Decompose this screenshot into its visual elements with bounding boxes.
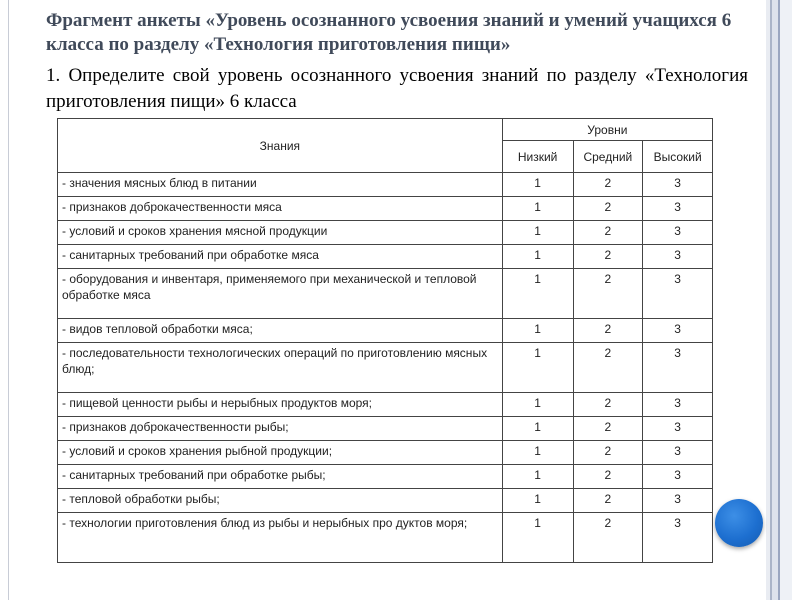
medium-level-cell[interactable]: 2 [573, 465, 643, 489]
knowledge-item-cell: - технологии приготовления блюд из рыбы и нерыбных про дуктов моря; [58, 513, 503, 563]
knowledge-item-cell: - санитарных требований при обработке рыбы; [58, 465, 503, 489]
table-row [58, 489, 713, 513]
high-level-cell[interactable]: 3 [643, 269, 713, 319]
low-level-cell[interactable]: 1 [502, 221, 573, 245]
high-level-cell[interactable]: 3 [643, 197, 713, 221]
low-level-cell[interactable]: 1 [502, 343, 573, 393]
knowledge-item-cell: - признаков доброкачественности рыбы; [58, 417, 503, 441]
knowledge-item-cell: - видов тепловой обработки мяса; [58, 319, 503, 343]
medium-level-cell[interactable]: 2 [573, 245, 643, 269]
knowledge-item-cell: - последовательности технологических операций по приготовлению мясных блюд; [58, 343, 503, 393]
high-level-cell[interactable]: 3 [643, 489, 713, 513]
knowledge-item-cell: - санитарных требований при обработке мяса [58, 245, 503, 269]
medium-level-cell[interactable]: 2 [573, 441, 643, 465]
knowledge-item-cell: - признаков доброкачественности мяса [58, 197, 503, 221]
low-level-cell[interactable]: 1 [502, 197, 573, 221]
low-level-cell[interactable]: 1 [502, 489, 573, 513]
table-row [58, 221, 713, 245]
high-level-cell[interactable]: 3 [643, 393, 713, 417]
high-level-cell[interactable]: 3 [643, 221, 713, 245]
table-row [58, 393, 713, 417]
high-level-cell[interactable]: 3 [643, 513, 713, 563]
knowledge-item-cell: - условий и сроков хранения рыбной продукции; [58, 441, 503, 465]
low-level-cell[interactable]: 1 [502, 393, 573, 417]
knowledge-item-cell: - пищевой ценности рыбы и нерыбных продуктов моря; [58, 393, 503, 417]
table-row [58, 417, 713, 441]
medium-level-cell[interactable]: 2 [573, 489, 643, 513]
slide-title: Фрагмент анкеты «Уровень осознанного усвоения знаний и умений учащихся 6 класса по разделу «Технология приготовления пищи» [46, 10, 732, 55]
high-level-cell[interactable]: 3 [643, 465, 713, 489]
high-level-cell[interactable]: 3 [643, 319, 713, 343]
table-row [58, 343, 713, 393]
table-row [58, 173, 713, 197]
low-level-header: Низкий [502, 141, 573, 173]
low-level-cell[interactable]: 1 [502, 441, 573, 465]
low-level-cell[interactable]: 1 [502, 513, 573, 563]
survey-body [58, 173, 713, 563]
table-row [58, 441, 713, 465]
knowledge-item-cell: - оборудования и инвентаря, применяемого при механической и тепловой обработке мяса [58, 269, 503, 319]
survey-table [57, 118, 713, 563]
low-level-cell[interactable]: 1 [502, 417, 573, 441]
medium-level-header: Средний [573, 141, 643, 173]
medium-level-cell[interactable]: 2 [573, 343, 643, 393]
medium-level-cell[interactable]: 2 [573, 197, 643, 221]
table-row [58, 245, 713, 269]
low-level-cell[interactable]: 1 [502, 269, 573, 319]
table-row [58, 465, 713, 489]
low-level-cell[interactable]: 1 [502, 465, 573, 489]
medium-level-cell[interactable]: 2 [573, 269, 643, 319]
medium-level-cell[interactable]: 2 [573, 417, 643, 441]
table-row [58, 269, 713, 319]
high-level-header: Высокий [643, 141, 713, 173]
high-level-cell[interactable]: 3 [643, 441, 713, 465]
high-level-cell[interactable]: 3 [643, 417, 713, 441]
low-level-cell[interactable]: 1 [502, 319, 573, 343]
question-text: 1. Определите свой уровень осознанного усвоения знаний по разделу «Технология приготовления пищи» 6 класса [46, 65, 748, 112]
medium-level-cell[interactable]: 2 [573, 393, 643, 417]
low-level-cell[interactable]: 1 [502, 245, 573, 269]
high-level-cell[interactable]: 3 [643, 245, 713, 269]
navigation-circle-button[interactable] [715, 499, 763, 547]
knowledge-item-cell: - тепловой обработки рыбы; [58, 489, 503, 513]
high-level-cell[interactable]: 3 [643, 343, 713, 393]
knowledge-item-cell: - значения мясных блюд в питании [58, 173, 503, 197]
medium-level-cell[interactable]: 2 [573, 173, 643, 197]
table-row [58, 197, 713, 221]
medium-level-cell[interactable]: 2 [573, 513, 643, 563]
levels-header: Уровни [502, 119, 712, 141]
high-level-cell[interactable]: 3 [643, 173, 713, 197]
knowledge-header: Знания [58, 119, 503, 173]
medium-level-cell[interactable]: 2 [573, 221, 643, 245]
table-row [58, 513, 713, 563]
medium-level-cell[interactable]: 2 [573, 319, 643, 343]
knowledge-item-cell: - условий и сроков хранения мясной продукции [58, 221, 503, 245]
table-row [58, 319, 713, 343]
decorative-side-strip [766, 0, 792, 600]
low-level-cell[interactable]: 1 [502, 173, 573, 197]
